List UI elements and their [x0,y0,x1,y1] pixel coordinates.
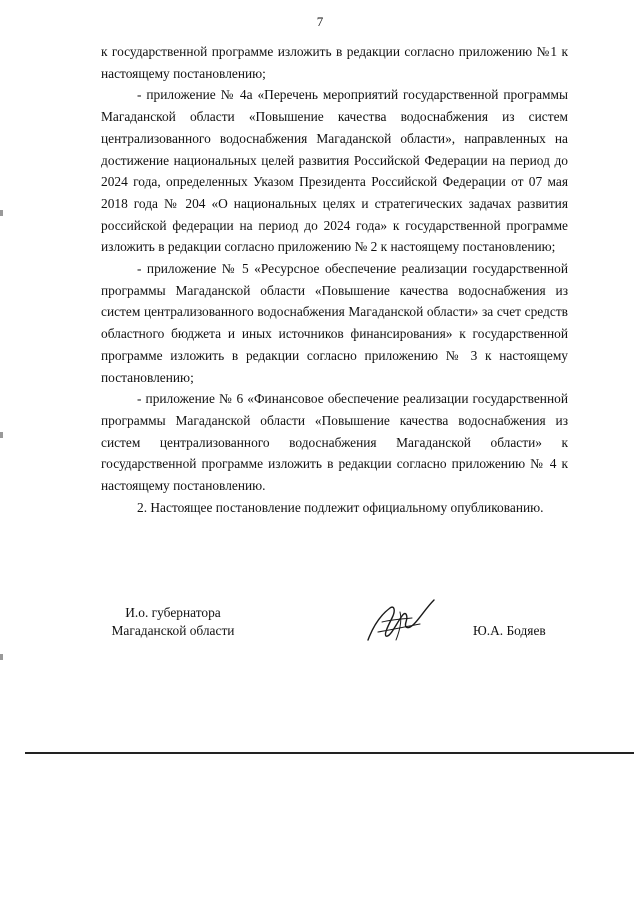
signatory-position-line-2: Магаданской области [111,623,235,638]
scan-edge-mark [0,210,3,216]
document-body [101,41,568,518]
paragraph-appendix-5: - приложение № 5 «Ресурсное обеспечение реализации государственной программы Магаданской области «Повышение качества водоснабжения из систем централизованного водоснабжения Магаданской области» за счет средств областного бюджета и иных источников финансирования» к государственной программе изложить в редакции согласно приложению № 3 к настоящему постановлению; [101,261,568,385]
signature-block [0,604,640,654]
page-number: 7 [316,14,324,29]
scan-edge-mark [0,432,3,438]
signatory-name: Ю.А. Бодяев [473,623,546,638]
signatory-position [93,604,253,640]
paragraph-appendix-6: - приложение № 6 «Финансовое обеспечение реализации государственной программы Магаданской области «Повышение качества водоснабжения из систем централизованного водоснабжения Магаданской области» к государственной программе изложить в редакции согласно приложению № 4 к настоящему постановлению. [101,391,568,494]
paragraph-continuation: к государственной программе изложить в редакции согласно приложению №1 к настоящему постановлению; [101,44,568,81]
bottom-divider [25,752,634,754]
scan-edge-mark [0,654,3,660]
paragraph-appendix-4a: - приложение № 4а «Перечень мероприятий государственной программы Магаданской области «Повышение качества водоснабжения из систем централизованного водоснабжения Магаданской области», направленных на достижение национальных целей развития Российской Федерации на период до 2024 года, определенных Указом Президента Российской Федерации от 07 мая 2018 года № 204 «О национальных целях и стратегических задачах развития российской федерации на период до 2024 года» к государственной программе изложить в редакции согласно приложению № 2 к настоящему постановлению; [101,87,568,255]
handwritten-signature [360,594,440,646]
signatory-position-line-1: И.о. губернатора [125,605,221,620]
paragraph-publication: 2. Настоящее постановление подлежит официальному опубликованию. [137,499,544,515]
